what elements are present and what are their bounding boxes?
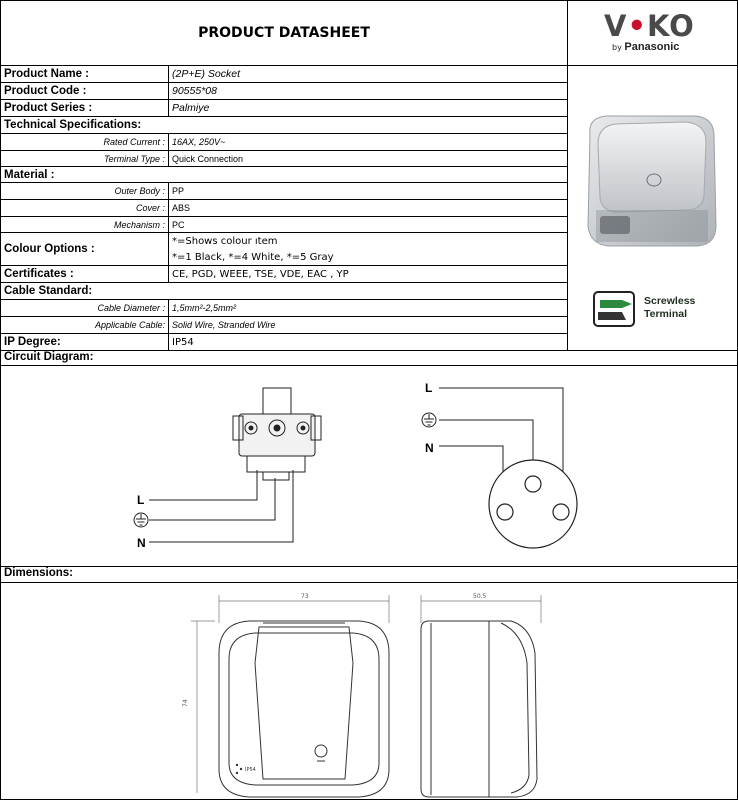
applicable-cable-value: Solid Wire, Stranded Wire [172, 320, 276, 330]
row-ip-degree [1, 334, 567, 350]
certificates-value: CE, PGD, WEEE, TSE, VDE, EAC , YP [172, 268, 349, 280]
row-product-code [1, 83, 567, 100]
product-image-panel [568, 66, 737, 350]
row-product-series [1, 100, 567, 117]
circuit-diagram-heading: Circuit Diagram: [1, 350, 737, 366]
right-earth-icon [422, 413, 436, 427]
screwless-terminal-badge [590, 288, 730, 332]
colour-options-line2: *=1 Black, *=4 White, *=5 Gray [172, 251, 334, 263]
mechanism-value: PC [172, 219, 185, 230]
ip-degree-value: IP54 [172, 336, 194, 348]
colour-options-label: Colour Options : [1, 233, 169, 265]
logo-byline: by Panasonic [612, 41, 680, 53]
front-view-dots [236, 764, 242, 774]
front-view-dimension-lines [191, 595, 389, 793]
cable-diameter-label: Cable Diameter : [1, 300, 169, 316]
terminal-type-value: Quick Connection [172, 153, 244, 164]
width-dimension-label: 73 [301, 593, 309, 600]
left-line-label: L [137, 493, 145, 507]
row-outer-body [1, 183, 567, 200]
screwless-terminal-icon [592, 290, 638, 330]
left-earth-icon [134, 513, 148, 527]
row-cable-standard [1, 283, 567, 300]
row-product-name [1, 66, 567, 83]
technical-specifications-heading: Technical Specifications: [4, 119, 142, 131]
cable-standard-heading: Cable Standard: [4, 285, 93, 297]
product-name-value: (2P+E) Socket [172, 68, 240, 80]
row-rated-current [1, 134, 567, 151]
dimensions-heading: Dimensions: [1, 566, 737, 583]
socket-face-symbol [489, 460, 577, 548]
product-series-value: Palmiye [172, 102, 210, 114]
depth-dimension-label: 50.5 [473, 593, 487, 600]
left-neutral-label: N [137, 536, 146, 550]
cover-value: ABS [172, 203, 191, 213]
row-applicable-cable [1, 317, 567, 334]
outer-body-value: PP [172, 186, 185, 196]
right-line-label: L [425, 381, 433, 395]
row-cable-diameter [1, 300, 567, 317]
mechanism-label: Mechanism : [1, 217, 169, 232]
certificates-label: Certificates : [1, 266, 169, 282]
brand-logo [568, 1, 737, 65]
terminal-type-label: Terminal Type : [1, 151, 169, 166]
row-terminal-type [1, 151, 567, 167]
screwless-terminal-text: Screwless Terminal [644, 295, 696, 320]
row-material [1, 167, 567, 183]
circuit-diagram [1, 366, 737, 566]
product-series-label: Product Series : [1, 100, 169, 116]
rated-current-label: Rated Current : [1, 134, 169, 150]
row-technical-specifications [1, 117, 567, 134]
height-dimension-label: 74 [182, 699, 189, 707]
applicable-cable-label: Applicable Cable: [1, 317, 169, 333]
product-code-value: 90555*08 [172, 85, 217, 97]
ip-rating-mark: IP54 [245, 767, 256, 773]
row-mechanism [1, 217, 567, 233]
colour-options-line1: *=Shows colour ıtem [172, 235, 278, 247]
right-neutral-label: N [425, 441, 434, 455]
socket-mechanism-drawing [233, 388, 321, 480]
ip-degree-label: IP Degree: [1, 334, 169, 350]
row-colour-options [1, 233, 567, 266]
page-title: PRODUCT DATASHEET [198, 25, 370, 41]
outer-body-label: Outer Body : [1, 183, 169, 199]
product-name-label: Product Name : [1, 66, 169, 82]
dimensions-drawing [1, 583, 737, 799]
colour-options-value [172, 233, 334, 265]
rated-current-value: 16AX, 250V~ [172, 137, 226, 147]
cover-label: Cover : [1, 200, 169, 216]
row-cover [1, 200, 567, 217]
row-certificates [1, 266, 567, 283]
material-heading: Material : [4, 168, 55, 181]
cable-diameter-value: 1,5mm²-2,5mm² [172, 303, 237, 313]
product-code-label: Product Code : [1, 83, 169, 99]
logo-wordmark: V•KO [604, 9, 695, 43]
side-view-outline [421, 621, 537, 797]
